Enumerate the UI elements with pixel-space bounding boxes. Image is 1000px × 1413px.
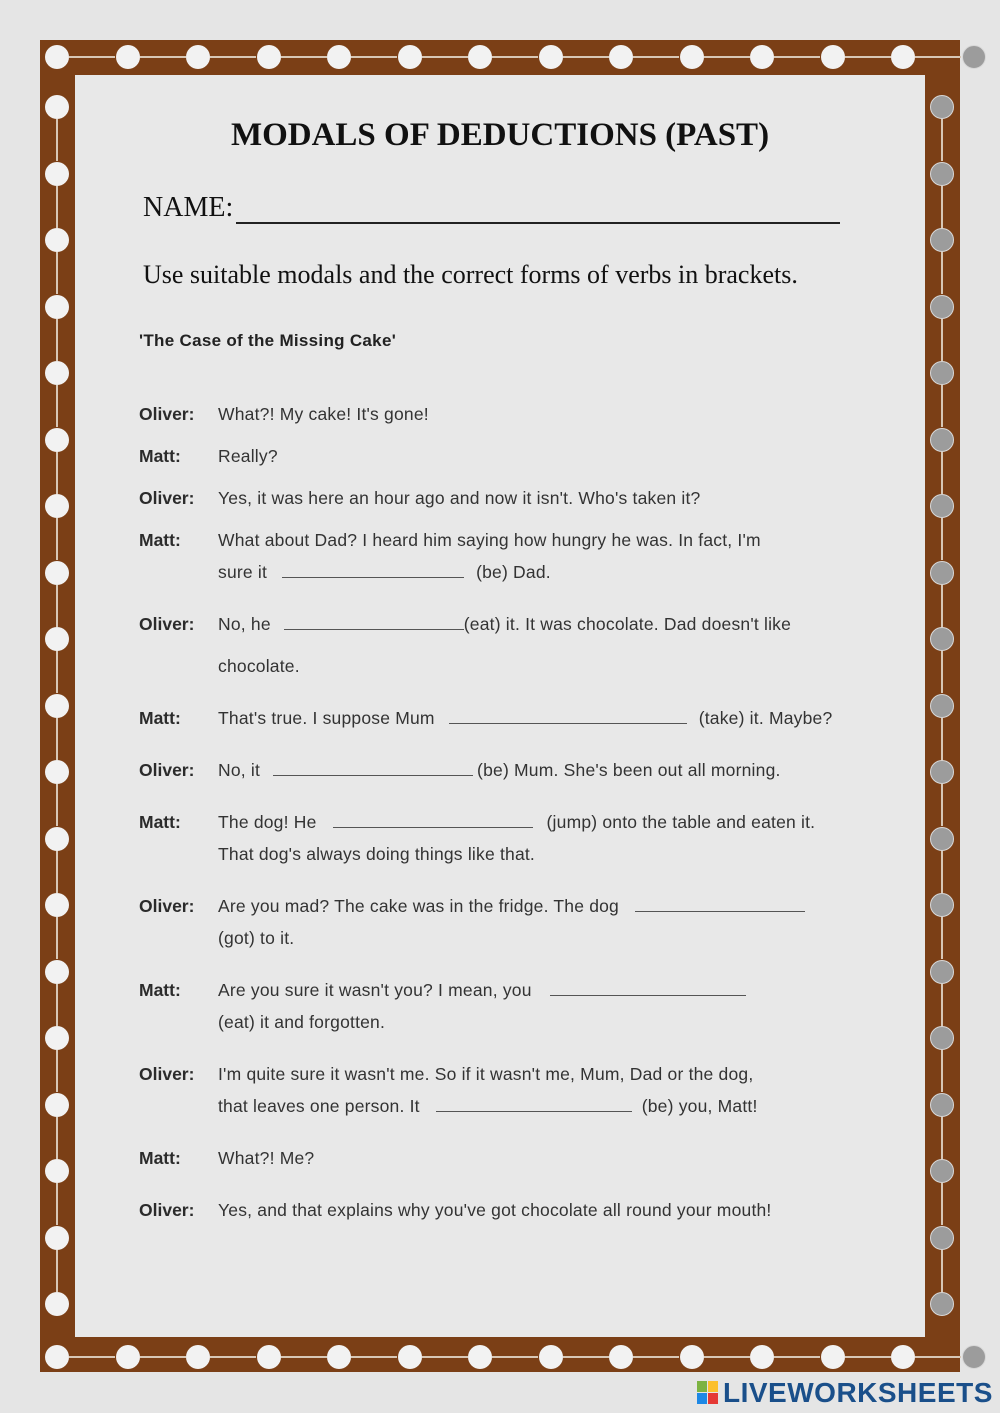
- speaker-label: Matt:: [139, 812, 181, 832]
- frame-dash: [915, 56, 961, 58]
- answer-blank[interactable]: [284, 614, 464, 630]
- answer-blank[interactable]: [449, 708, 687, 724]
- frame-dot: [930, 1226, 954, 1250]
- frame-dash: [56, 1183, 58, 1225]
- frame-dot: [930, 95, 954, 119]
- frame-dot: [327, 45, 351, 69]
- dialogue-line: The dog! He (jump) onto the table and eaten it.: [218, 812, 816, 832]
- frame-dot: [45, 1159, 69, 1183]
- liveworksheets-logo-icon: [697, 1381, 719, 1405]
- answer-blank[interactable]: [273, 760, 473, 776]
- frame-dot: [45, 561, 69, 585]
- name-input-line[interactable]: [236, 222, 840, 224]
- frame-dot: [962, 1345, 986, 1369]
- frame-dot: [45, 827, 69, 851]
- frame-dot: [609, 1345, 633, 1369]
- answer-blank[interactable]: [436, 1096, 632, 1112]
- frame-dash: [56, 651, 58, 693]
- frame-dash: [941, 851, 943, 893]
- frame-dash: [845, 1356, 891, 1358]
- frame-dash: [941, 1183, 943, 1225]
- frame-dot: [45, 760, 69, 784]
- dialogue-line: chocolate.: [218, 656, 300, 676]
- frame-dot: [327, 1345, 351, 1369]
- frame-dash: [563, 1356, 609, 1358]
- frame-dash: [351, 56, 397, 58]
- frame-dash: [845, 56, 891, 58]
- frame-dash: [941, 319, 943, 361]
- frame-dash: [774, 1356, 820, 1358]
- frame-dash: [422, 1356, 468, 1358]
- frame-dot: [891, 1345, 915, 1369]
- worksheet-title: MODALS OF DEDUCTIONS (PAST): [230, 117, 770, 153]
- frame-dot: [930, 1159, 954, 1183]
- frame-dot: [116, 45, 140, 69]
- frame-dash: [941, 784, 943, 826]
- frame-dash: [941, 585, 943, 627]
- dialogue-line: Yes, it was here an hour ago and now it isn't. Who's taken it?: [218, 488, 701, 508]
- speaker-label: Oliver:: [139, 760, 195, 780]
- frame-dash: [941, 917, 943, 959]
- speaker-label: Oliver:: [139, 488, 195, 508]
- speaker-label: Matt:: [139, 446, 181, 466]
- speaker-label: Matt:: [139, 708, 181, 728]
- frame-dot: [116, 1345, 140, 1369]
- frame-dash: [56, 186, 58, 228]
- frame-dash: [56, 917, 58, 959]
- frame-dash: [351, 1356, 397, 1358]
- frame-dot: [45, 627, 69, 651]
- answer-blank[interactable]: [550, 980, 746, 996]
- speaker-label: Matt:: [139, 1148, 181, 1168]
- frame-dash: [56, 1117, 58, 1159]
- frame-dash: [704, 1356, 750, 1358]
- frame-dot: [45, 295, 69, 319]
- frame-dot: [45, 494, 69, 518]
- frame-dash: [56, 984, 58, 1026]
- frame-dash: [56, 1050, 58, 1092]
- frame-dot: [750, 45, 774, 69]
- frame-dash: [56, 585, 58, 627]
- frame-dot: [186, 1345, 210, 1369]
- frame-dash: [56, 718, 58, 760]
- frame-dash: [56, 252, 58, 294]
- frame-dot: [930, 827, 954, 851]
- frame-dot: [962, 45, 986, 69]
- frame-dot: [891, 45, 915, 69]
- frame-dot: [45, 428, 69, 452]
- frame-dash: [941, 252, 943, 294]
- frame-dot: [680, 45, 704, 69]
- dialogue-line: No, he (eat) it. It was chocolate. Dad doesn't like: [218, 614, 792, 634]
- liveworksheets-wordmark: LIVEWORKSHEETS: [723, 1377, 993, 1408]
- frame-dash: [281, 1356, 327, 1358]
- frame-dash: [56, 784, 58, 826]
- frame-dot: [45, 1345, 69, 1369]
- frame-dot: [930, 893, 954, 917]
- frame-dot: [468, 1345, 492, 1369]
- speaker-label: Matt:: [139, 980, 181, 1000]
- frame-dash: [56, 319, 58, 361]
- frame-dash: [941, 984, 943, 1026]
- frame-dot: [930, 361, 954, 385]
- frame-dot: [45, 1292, 69, 1316]
- frame-dash: [915, 1356, 961, 1358]
- frame-dash: [281, 56, 327, 58]
- liveworksheets-logo[interactable]: [697, 1376, 993, 1410]
- frame-dot: [398, 1345, 422, 1369]
- frame-dot: [45, 893, 69, 917]
- frame-dash: [633, 56, 679, 58]
- speaker-label: Matt:: [139, 530, 181, 550]
- frame-dash: [774, 56, 820, 58]
- frame-dash: [492, 1356, 538, 1358]
- frame-dot: [45, 361, 69, 385]
- frame-dot: [821, 45, 845, 69]
- frame-dot: [930, 1026, 954, 1050]
- frame-dot: [609, 45, 633, 69]
- frame-dash: [140, 56, 186, 58]
- frame-dot: [750, 1345, 774, 1369]
- frame-dash: [563, 56, 609, 58]
- frame-dot: [45, 694, 69, 718]
- frame-dash: [56, 385, 58, 427]
- frame-dash: [56, 851, 58, 893]
- instructions: Use suitable modals and the correct forms of verbs in brackets.: [143, 260, 798, 289]
- frame-dash: [941, 186, 943, 228]
- frame-dash: [633, 1356, 679, 1358]
- frame-dot: [930, 760, 954, 784]
- frame-dot: [930, 694, 954, 718]
- frame-dot: [257, 1345, 281, 1369]
- frame-dash: [69, 1356, 115, 1358]
- dialogue-line: No, it (be) Mum. She's been out all morning.: [218, 760, 781, 780]
- frame-dot: [45, 162, 69, 186]
- name-label: NAME:: [143, 192, 234, 223]
- frame-dash: [56, 452, 58, 494]
- frame-dash: [210, 56, 256, 58]
- frame-dash: [941, 385, 943, 427]
- frame-dot: [930, 428, 954, 452]
- frame-dot: [930, 494, 954, 518]
- frame-dash: [56, 518, 58, 560]
- frame-dash: [941, 1117, 943, 1159]
- dialogue-line: What?! My cake! It's gone!: [218, 404, 429, 424]
- speaker-label: Oliver:: [139, 896, 195, 916]
- frame-dot: [45, 1093, 69, 1117]
- frame-dot: [45, 1226, 69, 1250]
- speaker-label: Oliver:: [139, 1064, 195, 1084]
- frame-dash: [210, 1356, 256, 1358]
- frame-dash: [140, 1356, 186, 1358]
- dialogue-line: What about Dad? I heard him saying how hungry he was. In fact, I'm: [218, 530, 761, 550]
- frame-dot: [468, 45, 492, 69]
- frame-dot: [539, 45, 563, 69]
- frame-dash: [56, 1250, 58, 1292]
- frame-dot: [45, 45, 69, 69]
- frame-dot: [186, 45, 210, 69]
- frame-dash: [941, 718, 943, 760]
- frame-dot: [930, 1292, 954, 1316]
- answer-blank[interactable]: [282, 562, 464, 578]
- dialogue-line: Really?: [218, 446, 278, 466]
- frame-dot: [930, 960, 954, 984]
- dialogue-line: That dog's always doing things like that.: [218, 844, 535, 864]
- frame-dot: [930, 295, 954, 319]
- dialogue-line: (got) to it.: [218, 928, 295, 948]
- frame-dot: [45, 228, 69, 252]
- frame-dot: [930, 1093, 954, 1117]
- speaker-label: Oliver:: [139, 1200, 195, 1220]
- frame-dash: [704, 56, 750, 58]
- answer-blank[interactable]: [333, 812, 533, 828]
- dialogue-line: Are you mad? The cake was in the fridge. The dog: [218, 896, 811, 917]
- frame-dash: [69, 56, 115, 58]
- dialogue-line: (eat) it and forgotten.: [218, 1012, 386, 1032]
- frame-dot: [539, 1345, 563, 1369]
- story-title: 'The Case of the Missing Cake': [139, 331, 397, 350]
- dialogue-line: that leaves one person. It (be) you, Matt!: [218, 1096, 758, 1116]
- frame-dot: [930, 561, 954, 585]
- frame-dash: [941, 518, 943, 560]
- speaker-label: Oliver:: [139, 614, 195, 634]
- frame-dash: [492, 56, 538, 58]
- frame-dot: [398, 45, 422, 69]
- dialogue-line: What?! Me?: [218, 1148, 315, 1168]
- dialogue-line: Are you sure it wasn't you? I mean, you: [218, 980, 752, 1001]
- dialogue-line: sure it (be) Dad.: [218, 562, 551, 582]
- frame-dot: [930, 162, 954, 186]
- frame-dot: [821, 1345, 845, 1369]
- frame-dot: [45, 960, 69, 984]
- frame-dash: [941, 1250, 943, 1292]
- dialogue-line: That's true. I suppose Mum (take) it. Maybe?: [218, 708, 833, 728]
- frame-dash: [941, 1050, 943, 1092]
- dialogue-line: Yes, and that explains why you've got chocolate all round your mouth!: [218, 1200, 772, 1220]
- frame-dot: [45, 1026, 69, 1050]
- frame-dot: [680, 1345, 704, 1369]
- frame-dot: [930, 228, 954, 252]
- frame-dot: [257, 45, 281, 69]
- frame-dot: [930, 627, 954, 651]
- dialogue-line: I'm quite sure it wasn't me. So if it wasn't me, Mum, Dad or the dog,: [218, 1064, 754, 1084]
- frame-dash: [422, 56, 468, 58]
- speaker-label: Oliver:: [139, 404, 195, 424]
- frame-dot: [45, 95, 69, 119]
- answer-blank[interactable]: [635, 896, 805, 912]
- frame-dash: [941, 452, 943, 494]
- frame-dash: [941, 651, 943, 693]
